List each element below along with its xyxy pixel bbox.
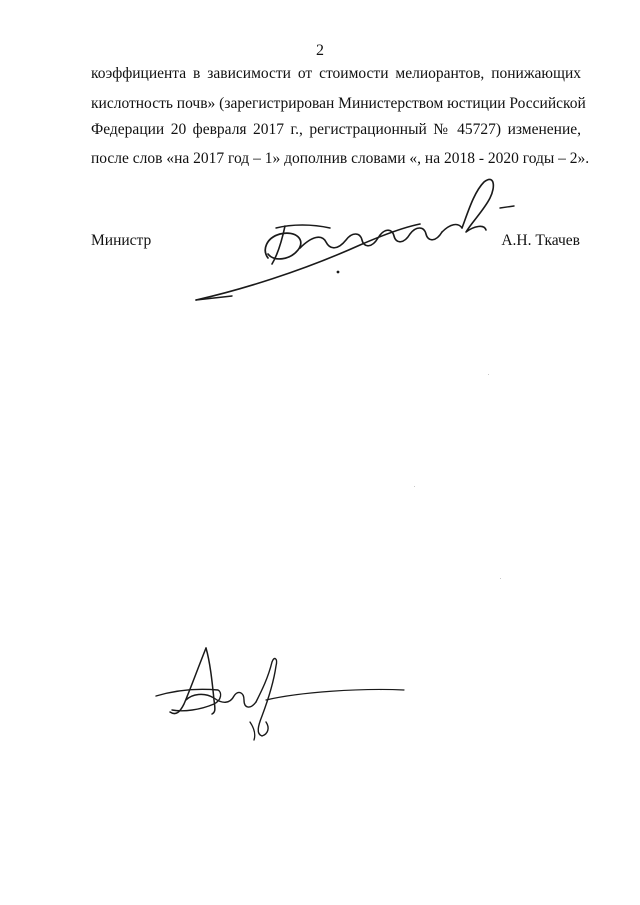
paragraph-line: после слов «на 2017 год – 1» дополнив словами «, на 2018 - 2020 годы – 2». <box>91 150 590 167</box>
paragraph-line: кислотность почв» (зарегистрирован Министерством юстиции Российской <box>91 95 586 112</box>
paragraph-line: Федерации 20 февраля 2017 г., регистрационный № 45727) изменение, <box>91 121 581 138</box>
page-number: 2 <box>316 42 324 59</box>
signatory-position: Министр <box>91 232 152 249</box>
paragraph-line: коэффициента в зависимости от стоимости мелиорантов, понижающих <box>91 65 581 82</box>
signatory-name: А.Н. Ткачев <box>501 232 580 249</box>
